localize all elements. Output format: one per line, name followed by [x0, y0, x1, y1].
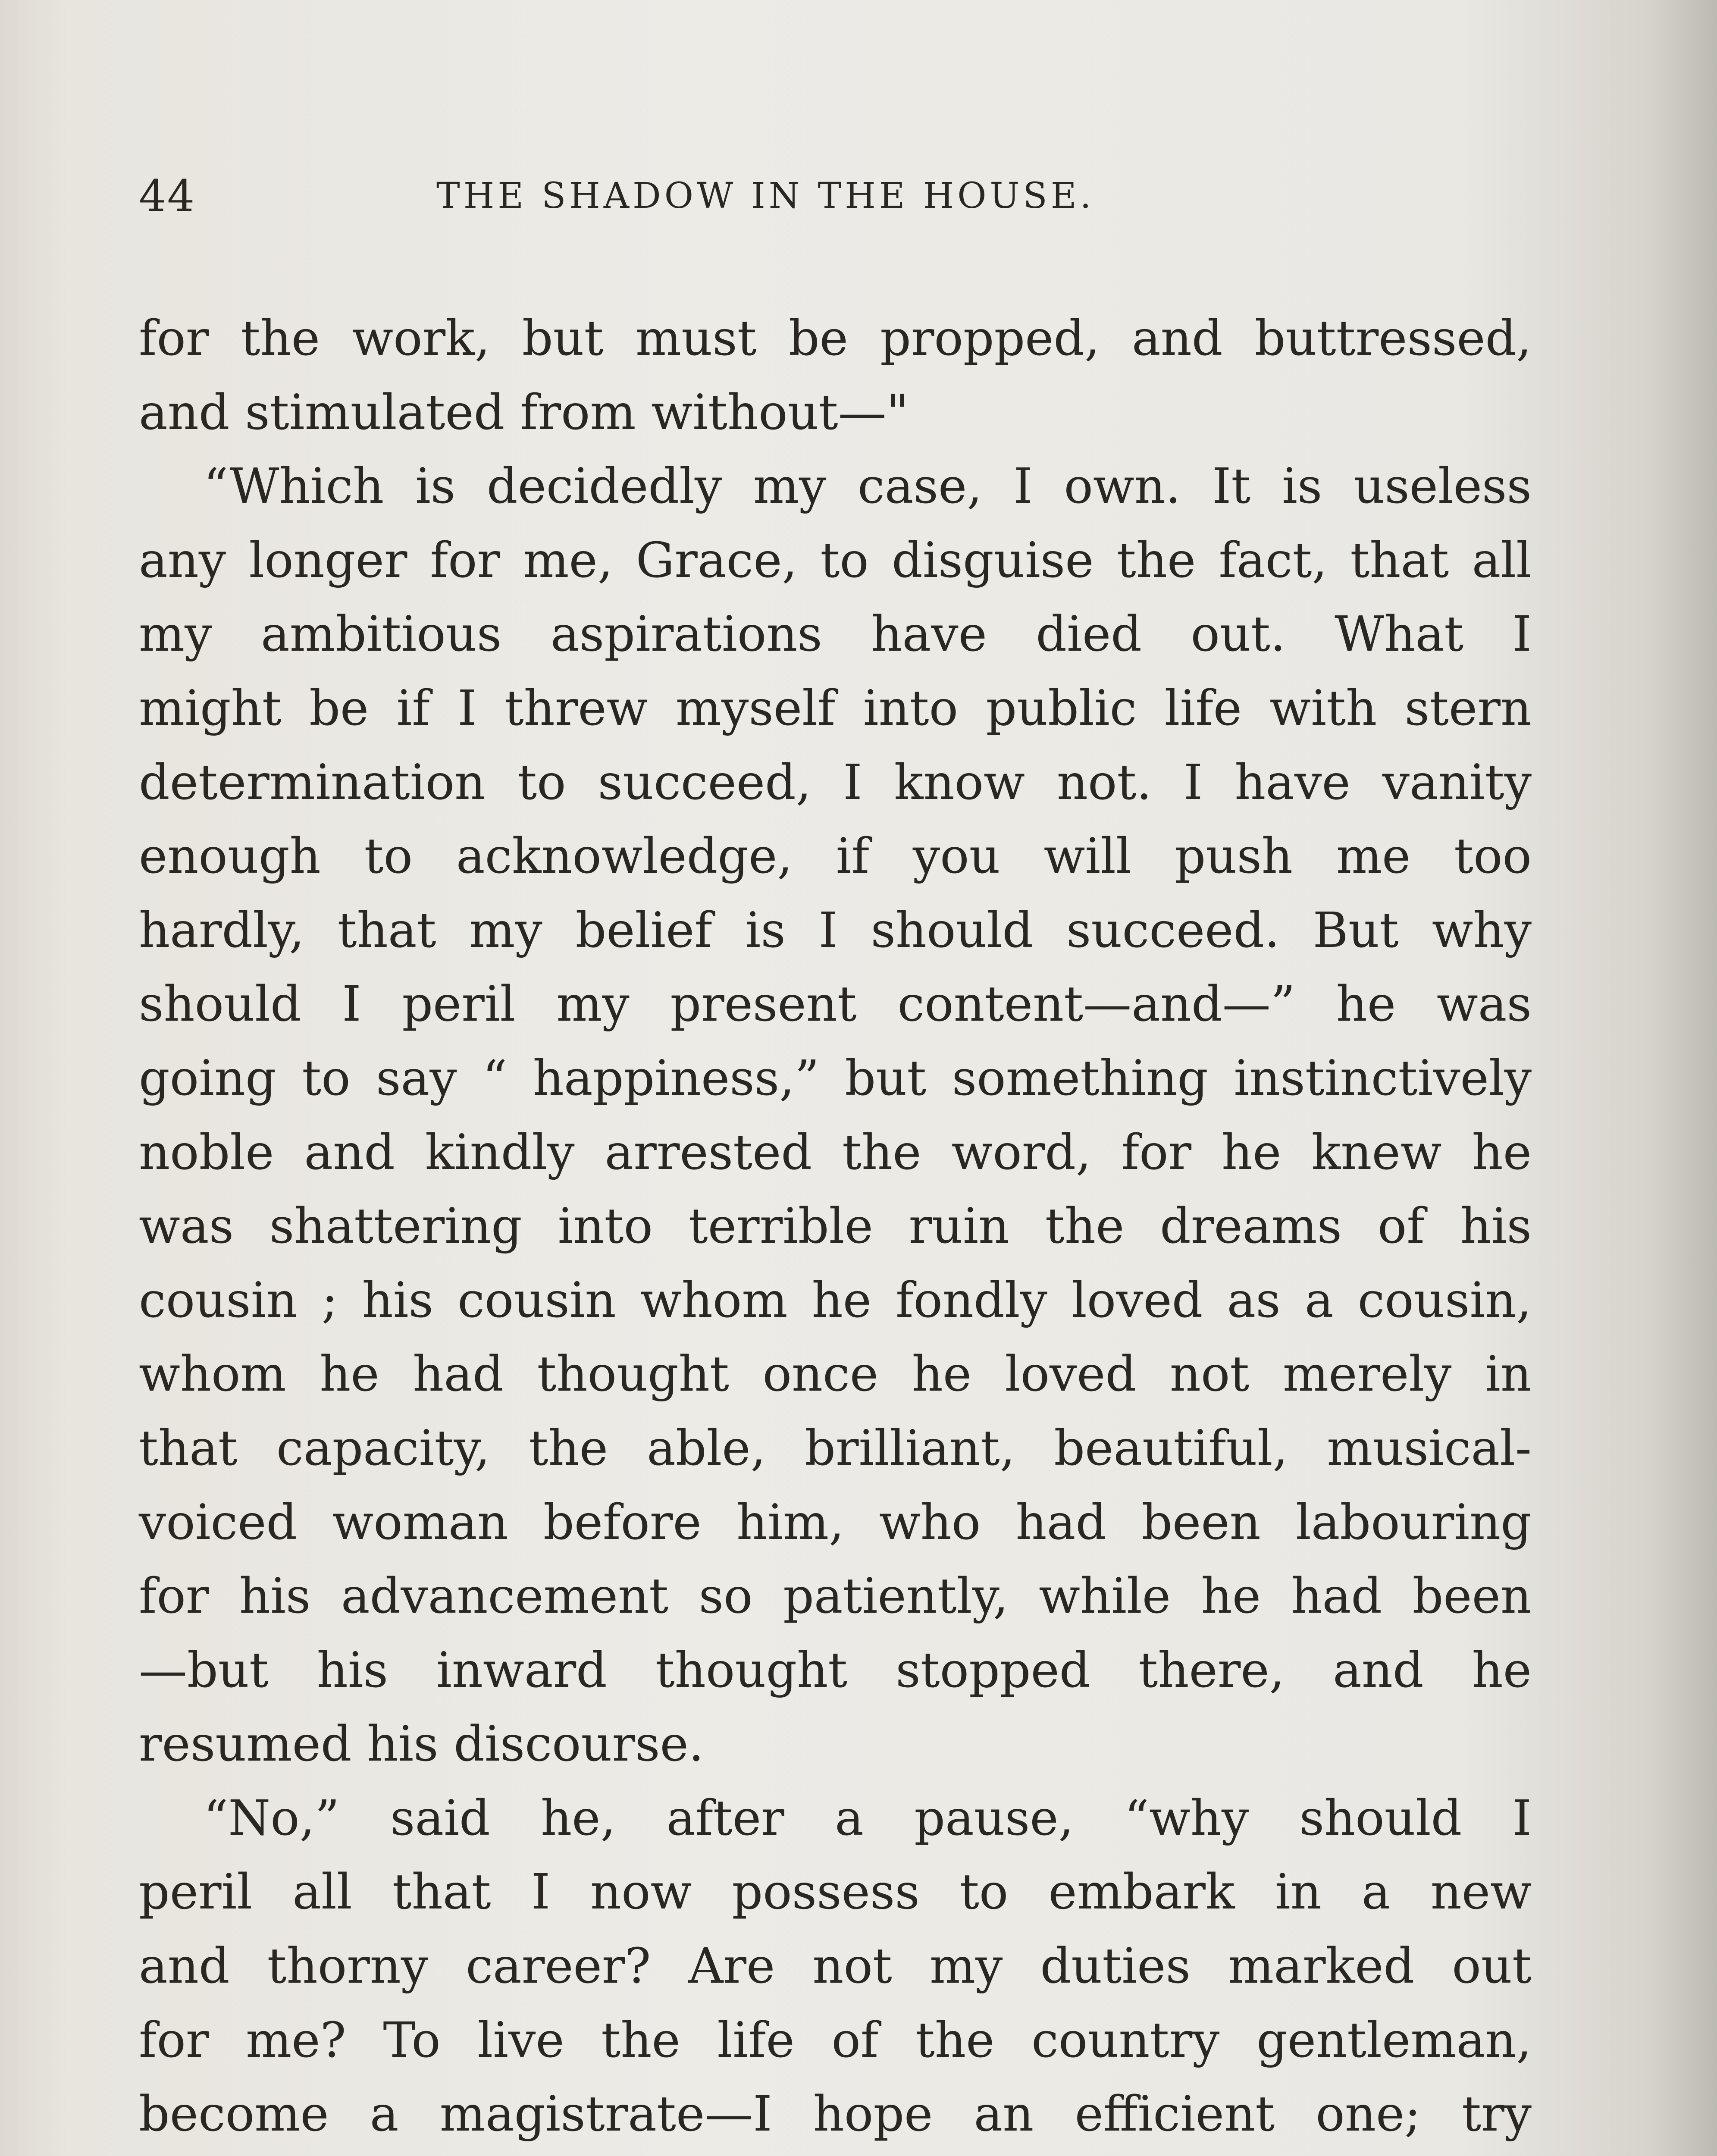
body-text	[139, 302, 1532, 2156]
text-line: for his advancement so patiently, while he had been	[139, 1568, 1532, 1625]
text-line: peril all that I now possess to embark in a new	[139, 1864, 1532, 1921]
text-line: might be if I threw myself into public life with stern	[139, 680, 1532, 736]
text-line: any longer for me, Grace, to disguise the fact, that all	[139, 532, 1532, 589]
text-line: become a magistrate—I hope an efficient one; try	[139, 2086, 1532, 2143]
text-line: voiced woman before him, who had been labouring	[139, 1494, 1532, 1551]
text-line: for the work, but must be propped, and buttressed,	[139, 310, 1532, 367]
text-line: was shattering into terrible ruin the dreams of his	[139, 1198, 1532, 1255]
text-line: noble and kindly arrested the word, for he knew he	[139, 1124, 1532, 1181]
text-line: resumed his discourse.	[139, 1716, 704, 1773]
text-line: for me? To live the life of the country gentleman,	[139, 2012, 1532, 2068]
text-line: my ambitious aspirations have died out. What I	[139, 606, 1532, 663]
text-line: “No,” said he, after a pause, “why should I	[204, 1790, 1532, 1846]
text-line: that capacity, the able, brilliant, beautiful, musical-	[139, 1420, 1532, 1476]
text-line: determination to succeed, I know not. I have vanity	[139, 754, 1532, 811]
page-header	[139, 164, 1532, 229]
text-line: whom he had thought once he loved not merely in	[139, 1346, 1532, 1403]
text-line: should I peril my present content—and—” he was	[139, 976, 1532, 1033]
text-line: and stimulated from without—"	[139, 384, 909, 441]
text-line: —but his inward thought stopped there, and he	[139, 1642, 1532, 1698]
text-line: and thorny career? Are not my duties marked out	[139, 1938, 1532, 1995]
page-number: 44	[139, 171, 196, 221]
text-line: “Which is decidedly my case, I own. It is useless	[204, 458, 1532, 515]
text-line: hardly, that my belief is I should succeed. But why	[139, 902, 1532, 959]
running-title: THE SHADOW IN THE HOUSE.	[436, 175, 1095, 216]
text-line: going to say “ happiness,” but something instinctively	[139, 1050, 1532, 1106]
text-line	[139, 2152, 1532, 2156]
text-line: enough to acknowledge, if you will push me too	[139, 828, 1532, 885]
text-line: cousin ; his cousin whom he fondly loved as a cousin,	[139, 1272, 1532, 1329]
